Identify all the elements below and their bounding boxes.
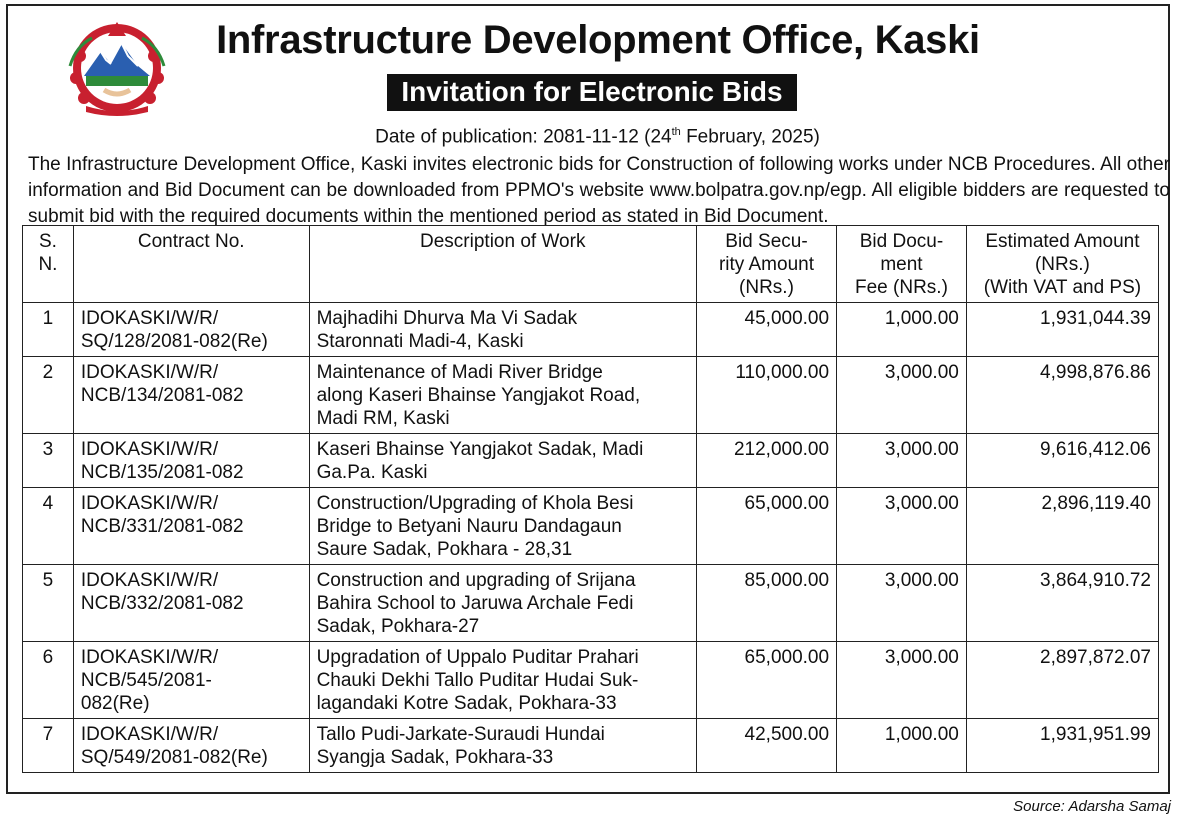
table-row: [23, 488, 1159, 565]
cell-bid-security: 85,000.00: [696, 565, 836, 642]
cell-estimated: 9,616,412.06: [966, 434, 1158, 488]
cell-line: Madi RM, Kaski: [316, 408, 450, 429]
cell-sn: 4: [23, 488, 74, 565]
cell-doc-fee: 3,000.00: [837, 488, 967, 565]
cell-line: Ga.Pa. Kaski: [316, 462, 428, 483]
cell-line: Sadak, Pokhara-27: [316, 616, 480, 637]
cell-line: Saure Sadak, Pokhara - 28,31: [316, 539, 573, 560]
header-description: Description of Work: [309, 226, 696, 303]
cell-line: NCB/332/2081-082: [80, 593, 244, 614]
cell-line: SQ/549/2081-082(Re): [80, 747, 268, 768]
cell-description: [309, 303, 696, 357]
cell-description: [309, 488, 696, 565]
cell-line: Maintenance of Madi River Bridge: [316, 362, 603, 383]
cell-description: [309, 642, 696, 719]
cell-sn: 3: [23, 434, 74, 488]
cell-sn: 2: [23, 357, 74, 434]
header-bid-security: [696, 226, 836, 303]
bids-table: [22, 225, 1159, 773]
cell-line: NCB/331/2081-082: [80, 516, 244, 537]
cell-doc-fee: 3,000.00: [837, 642, 967, 719]
cell-estimated: 4,998,876.86: [966, 357, 1158, 434]
cell-line: IDOKASKI/W/R/: [80, 570, 219, 591]
cell-doc-fee: 1,000.00: [837, 719, 967, 773]
cell-sn: 5: [23, 565, 74, 642]
cell-bid-security: 65,000.00: [696, 488, 836, 565]
cell-estimated: 1,931,951.99: [966, 719, 1158, 773]
notice-title: Invitation for Electronic Bids: [387, 74, 796, 111]
cell-bid-security: 65,000.00: [696, 642, 836, 719]
cell-line: IDOKASKI/W/R/: [80, 362, 219, 383]
table-row: [23, 357, 1159, 434]
cell-contract: [73, 642, 309, 719]
cell-line: Construction/Upgrading of Khola Besi: [316, 493, 634, 514]
cell-line: Bahira School to Jaruwa Archale Fedi: [316, 593, 634, 614]
cell-line: NCB/545/2081-: [80, 670, 212, 691]
header-line: (NRs.): [1034, 254, 1090, 275]
notice-title-wrap: [8, 74, 1168, 111]
cell-doc-fee: 3,000.00: [837, 565, 967, 642]
cell-line: Bridge to Betyani Nauru Dandagaun: [316, 516, 622, 537]
cell-line: Staronnati Madi-4, Kaski: [316, 331, 524, 352]
table-row: [23, 303, 1159, 357]
cell-description: [309, 434, 696, 488]
header-line: ment: [880, 254, 923, 275]
cell-line: IDOKASKI/W/R/: [80, 493, 219, 514]
office-title: Infrastructure Development Office, Kaski: [216, 18, 980, 62]
cell-description: [309, 719, 696, 773]
header-line: (With VAT and PS): [983, 277, 1142, 298]
cell-contract: [73, 719, 309, 773]
cell-bid-security: 110,000.00: [696, 357, 836, 434]
cell-line: NCB/135/2081-082: [80, 462, 244, 483]
table-body: [23, 303, 1159, 773]
cell-contract: [73, 565, 309, 642]
cell-contract: [73, 357, 309, 434]
cell-bid-security: 42,500.00: [696, 719, 836, 773]
cell-estimated: 2,896,119.40: [966, 488, 1158, 565]
cell-line: Syangja Sadak, Pokhara-33: [316, 747, 554, 768]
cell-line: Tallo Pudi-Jarkate-Suraudi Hundai: [316, 724, 605, 745]
cell-line: Majhadihi Dhurva Ma Vi Sadak: [316, 308, 578, 329]
header-line: Estimated Amount: [985, 231, 1140, 252]
cell-line: 082(Re): [80, 693, 150, 714]
cell-estimated: 1,931,044.39: [966, 303, 1158, 357]
header-estimated: [966, 226, 1158, 303]
table-row: [23, 642, 1159, 719]
cell-contract: [73, 434, 309, 488]
header-doc-fee: [837, 226, 967, 303]
cell-description: [309, 565, 696, 642]
publication-date-sup: th: [671, 126, 681, 138]
table-row: [23, 719, 1159, 773]
cell-sn: 1: [23, 303, 74, 357]
header-line: rity Amount: [718, 254, 814, 275]
cell-doc-fee: 3,000.00: [837, 434, 967, 488]
intro-paragraph: The Infrastructure Development Office, Kaski invites electronic bids for Construction of following works under NCB Procedures. All other information and Bid Document can be downloaded from PPMO's website www.bolpatra.gov.np/egp. All eligible bidders are requested to submit bid with the required documents within the mentioned period as stated in Bid Document.: [28, 154, 1170, 227]
publication-date: [8, 126, 1181, 148]
cell-doc-fee: 1,000.00: [837, 303, 967, 357]
publication-date-prefix: Date of publication: 2081-11-12 (24: [375, 126, 672, 148]
table-row: [23, 434, 1159, 488]
publication-date-suffix: February, 2025): [680, 126, 820, 148]
cell-doc-fee: 3,000.00: [837, 357, 967, 434]
cell-line: NCB/134/2081-082: [80, 385, 244, 406]
header-line: Fee (NRs.): [855, 277, 948, 298]
header-contract: Contract No.: [73, 226, 309, 303]
source-credit: Source: Adarsha Samaj: [1013, 798, 1171, 815]
header-line: (NRs.): [739, 277, 794, 298]
cell-line: along Kaseri Bhainse Yangjakot Road,: [316, 385, 641, 406]
cell-line: Upgradation of Uppalo Puditar Prahari: [316, 647, 639, 668]
table-header-row: [23, 226, 1159, 303]
cell-bid-security: 45,000.00: [696, 303, 836, 357]
cell-line: Kaseri Bhainse Yangjakot Sadak, Madi: [316, 439, 644, 460]
cell-contract: [73, 303, 309, 357]
cell-estimated: 2,897,872.07: [966, 642, 1158, 719]
cell-bid-security: 212,000.00: [696, 434, 836, 488]
cell-line: IDOKASKI/W/R/: [80, 724, 219, 745]
cell-line: IDOKASKI/W/R/: [80, 439, 219, 460]
cell-contract: [73, 488, 309, 565]
cell-line: IDOKASKI/W/R/: [80, 647, 219, 668]
table-row: [23, 565, 1159, 642]
cell-estimated: 3,864,910.72: [966, 565, 1158, 642]
cell-sn: 6: [23, 642, 74, 719]
cell-line: Construction and upgrading of Srijana: [316, 570, 636, 591]
cell-line: SQ/128/2081-082(Re): [80, 331, 268, 352]
header-line: Bid Secu-: [725, 231, 808, 252]
header-sn: S. N.: [23, 226, 74, 303]
cell-description: [309, 357, 696, 434]
header-line: Bid Docu-: [859, 231, 944, 252]
cell-line: lagandaki Kotre Sadak, Pokhara-33: [316, 693, 617, 714]
cell-line: Chauki Dekhi Tallo Puditar Hudai Suk-: [316, 670, 639, 691]
cell-line: IDOKASKI/W/R/: [80, 308, 219, 329]
cell-sn: 7: [23, 719, 74, 773]
